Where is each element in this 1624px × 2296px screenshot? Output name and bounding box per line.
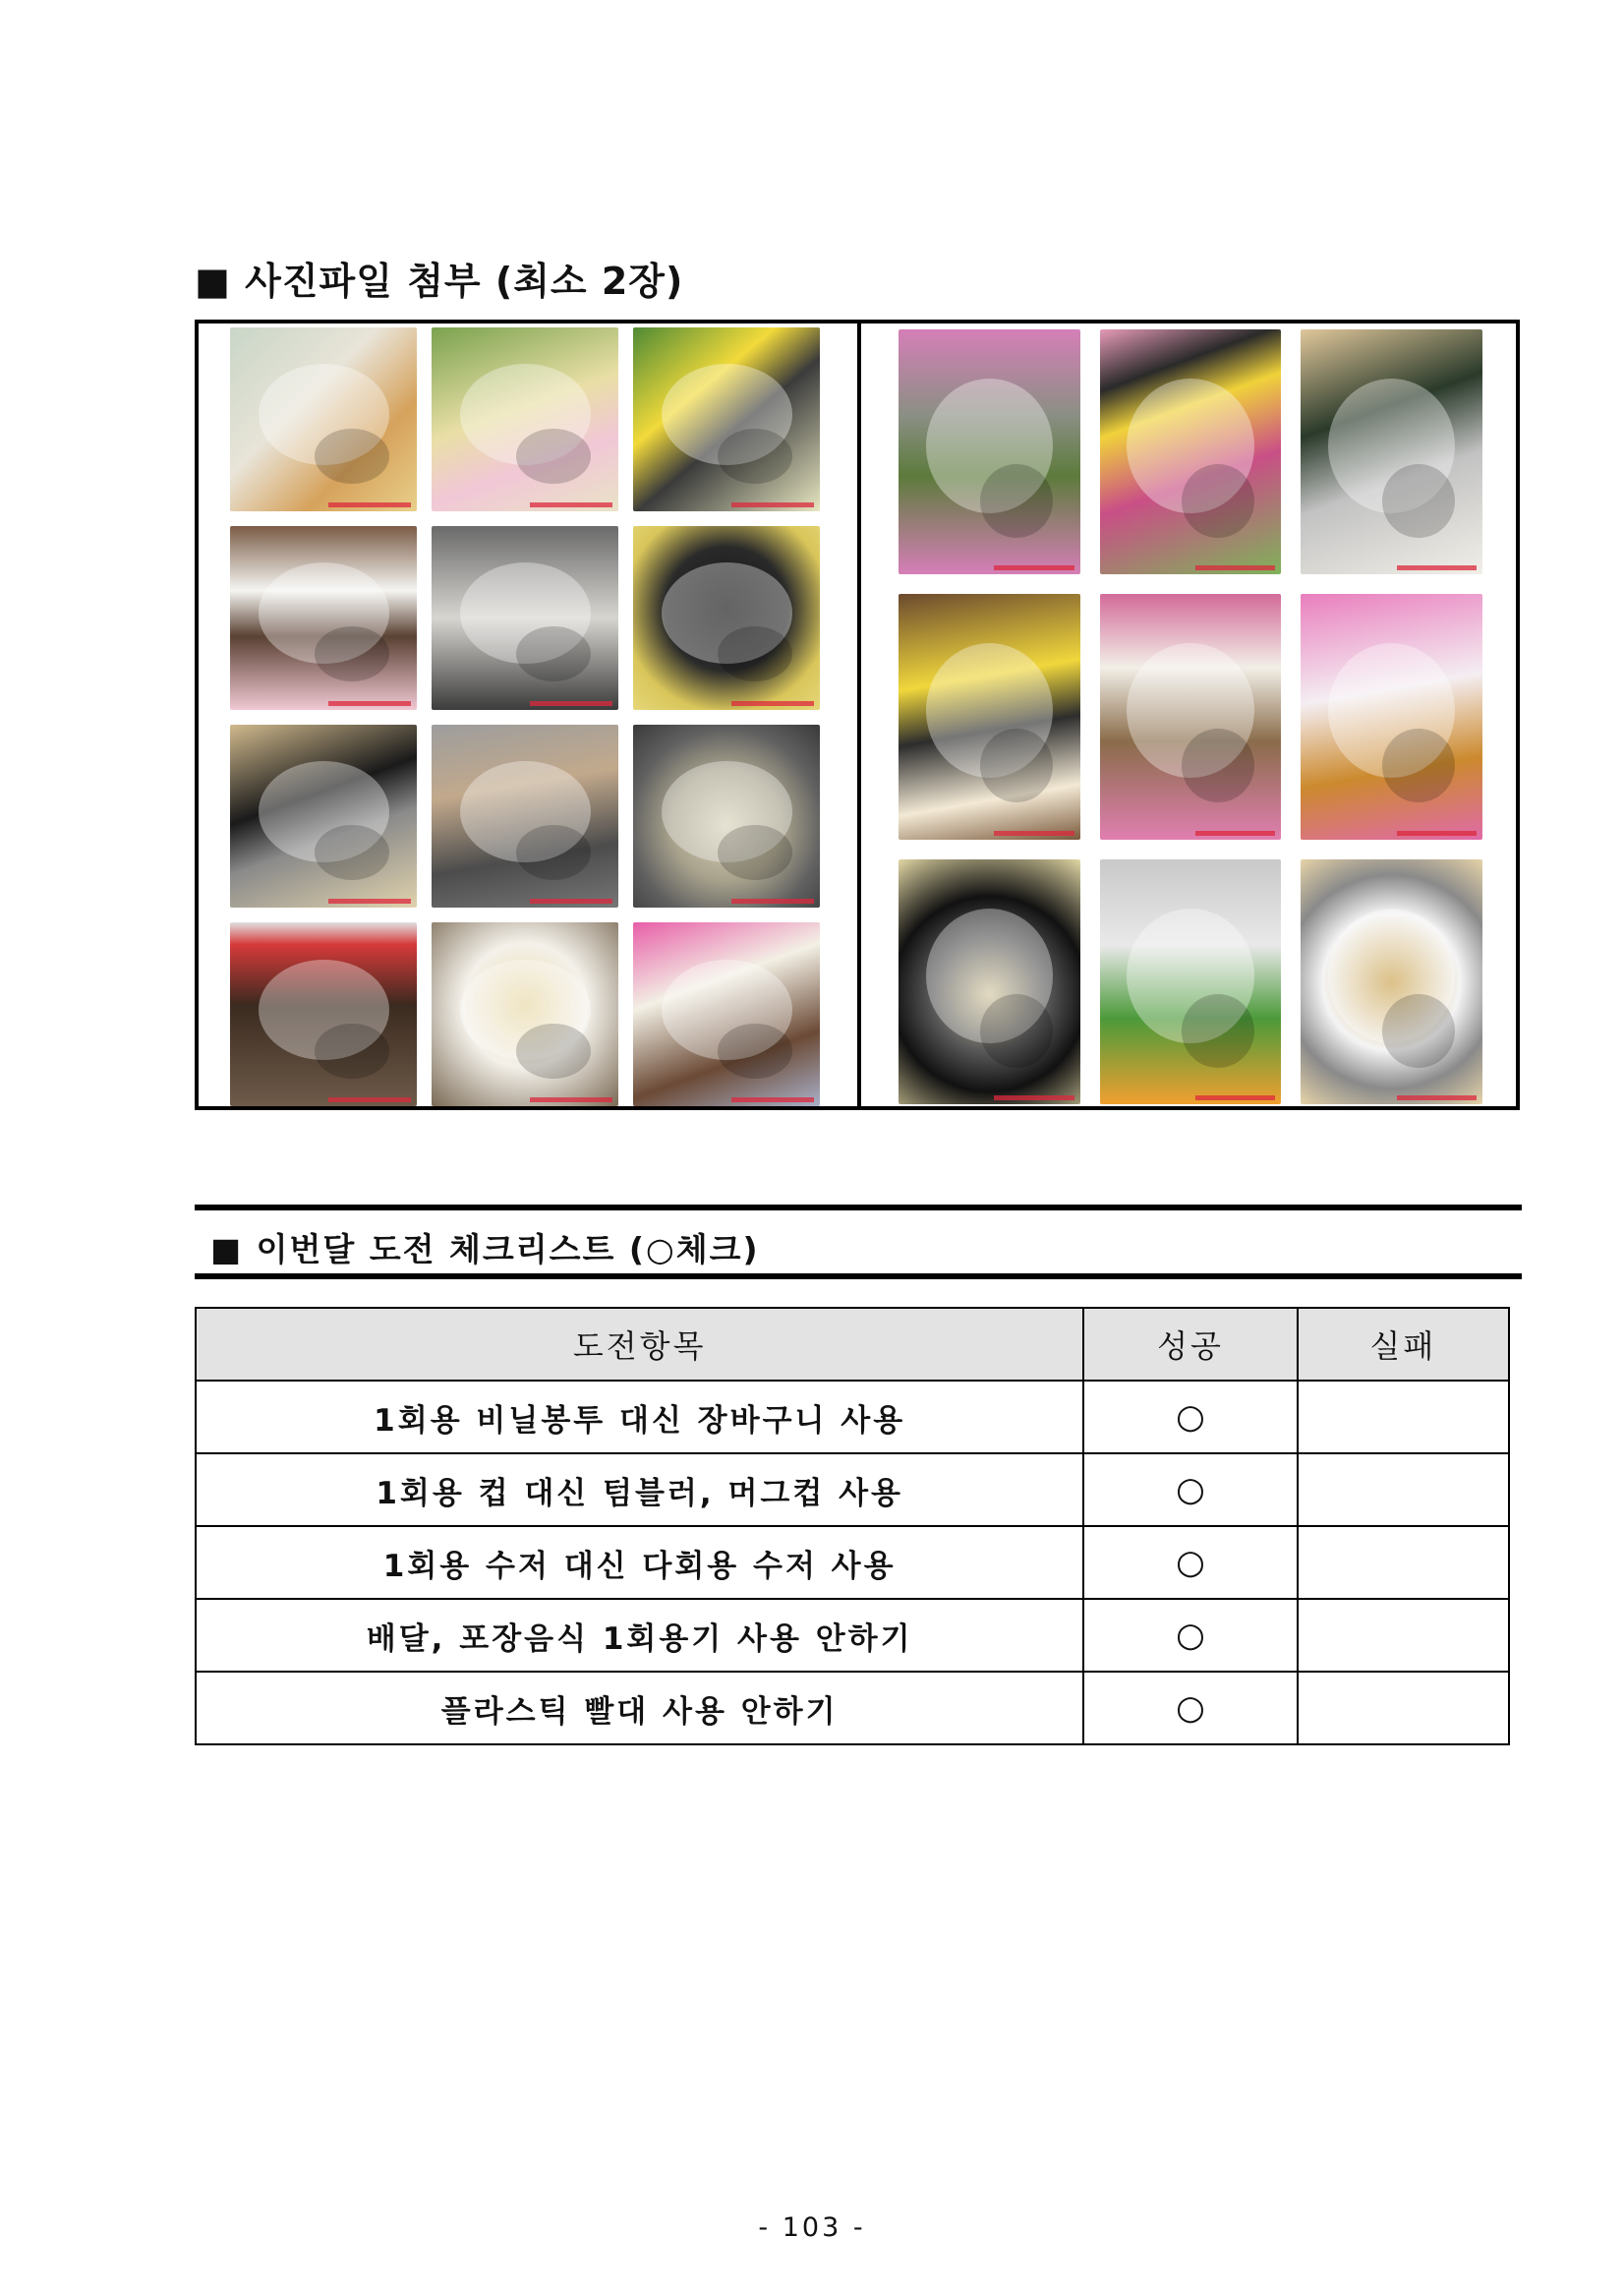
photo-salad-cutlery — [633, 327, 820, 511]
timestamp-stamp — [530, 899, 612, 904]
photo-grid-right — [899, 329, 1482, 1104]
timestamp-stamp — [1195, 1095, 1275, 1100]
failure-mark — [1298, 1526, 1509, 1599]
photo-spoon-fork — [899, 594, 1080, 839]
table-row — [196, 1672, 1509, 1744]
timestamp-stamp — [1195, 565, 1275, 570]
photo-soup-bowl — [432, 922, 618, 1106]
photo-section-title: ■ 사진파일 첨부 (최소 2장) — [195, 260, 684, 303]
timestamp-stamp — [1397, 831, 1477, 836]
success-mark: ○ — [1083, 1672, 1297, 1744]
photo-sandwich-lunchbox — [1100, 594, 1282, 839]
timestamp-stamp — [328, 502, 411, 507]
photo-sandwich-box — [899, 329, 1080, 574]
failure-mark — [1298, 1381, 1509, 1453]
timestamp-stamp — [1397, 565, 1477, 570]
success-mark: ○ — [1083, 1526, 1297, 1599]
photo-black-tumbler — [633, 526, 820, 710]
timestamp-stamp — [994, 1095, 1073, 1100]
timestamp-stamp — [328, 701, 411, 706]
timestamp-stamp — [530, 502, 612, 507]
photo-divider — [857, 324, 861, 1106]
photo-fruit-container — [230, 327, 417, 511]
photo-grid-left — [230, 327, 820, 1106]
photo-tea-tumbler — [1301, 329, 1482, 574]
checklist-section-title: ■ 이번달 도전 체크리스트 (○체크) — [210, 1230, 760, 1268]
timestamp-stamp — [328, 1097, 411, 1102]
timestamp-stamp — [994, 831, 1073, 836]
header-success: 성공 — [1083, 1308, 1297, 1381]
photo-vegetable-box — [1100, 859, 1282, 1104]
table-row — [196, 1381, 1509, 1453]
photo-mug-cup — [1301, 859, 1482, 1104]
timestamp-stamp — [731, 1097, 814, 1102]
failure-mark — [1298, 1599, 1509, 1672]
timestamp-stamp — [731, 899, 814, 904]
photo-salad-lunchbox — [1100, 329, 1282, 574]
challenge-item: 1회용 컵 대신 텀블러, 머그컵 사용 — [196, 1453, 1083, 1526]
timestamp-stamp — [994, 565, 1073, 570]
photo-attachment-box — [195, 320, 1520, 1110]
photo-snack-containers — [633, 922, 820, 1106]
section-rule-top — [195, 1205, 1522, 1210]
challenge-item: 1회용 수저 대신 다회용 수저 사용 — [196, 1526, 1083, 1599]
photo-reused-bottle — [230, 922, 417, 1106]
success-mark: ○ — [1083, 1381, 1297, 1453]
photo-water-dispenser — [432, 526, 618, 710]
timestamp-stamp — [731, 502, 814, 507]
table-row — [196, 1453, 1509, 1526]
table-header-row — [196, 1308, 1509, 1381]
timestamp-stamp — [731, 701, 814, 706]
photo-coffee-cup — [230, 526, 417, 710]
failure-mark — [1298, 1672, 1509, 1744]
header-failure: 실패 — [1298, 1308, 1509, 1381]
timestamp-stamp — [1397, 1095, 1477, 1100]
success-mark: ○ — [1083, 1453, 1297, 1526]
section-rule-bottom — [195, 1273, 1522, 1279]
failure-mark — [1298, 1453, 1509, 1526]
header-challenge-item: 도전항목 — [196, 1308, 1083, 1381]
photo-steel-bowl — [633, 725, 820, 909]
photo-shopping-bag — [432, 725, 618, 909]
timestamp-stamp — [328, 899, 411, 904]
table-row — [196, 1599, 1509, 1672]
timestamp-stamp — [530, 701, 612, 706]
photo-tumbler-top — [899, 859, 1080, 1104]
timestamp-stamp — [530, 1097, 612, 1102]
challenge-item: 배달, 포장음식 1회용기 사용 안하기 — [196, 1599, 1083, 1672]
photo-steel-straw — [230, 725, 417, 909]
timestamp-stamp — [1195, 831, 1275, 836]
photo-lunch-containers — [432, 327, 618, 511]
challenge-item: 1회용 비닐봉투 대신 장바구니 사용 — [196, 1381, 1083, 1453]
page-number: - 103 - — [758, 2212, 866, 2243]
success-mark: ○ — [1083, 1599, 1297, 1672]
table-row — [196, 1526, 1509, 1599]
challenge-checklist-table — [195, 1307, 1510, 1745]
photo-pink-container — [1301, 594, 1482, 839]
challenge-item: 플라스틱 빨대 사용 안하기 — [196, 1672, 1083, 1744]
